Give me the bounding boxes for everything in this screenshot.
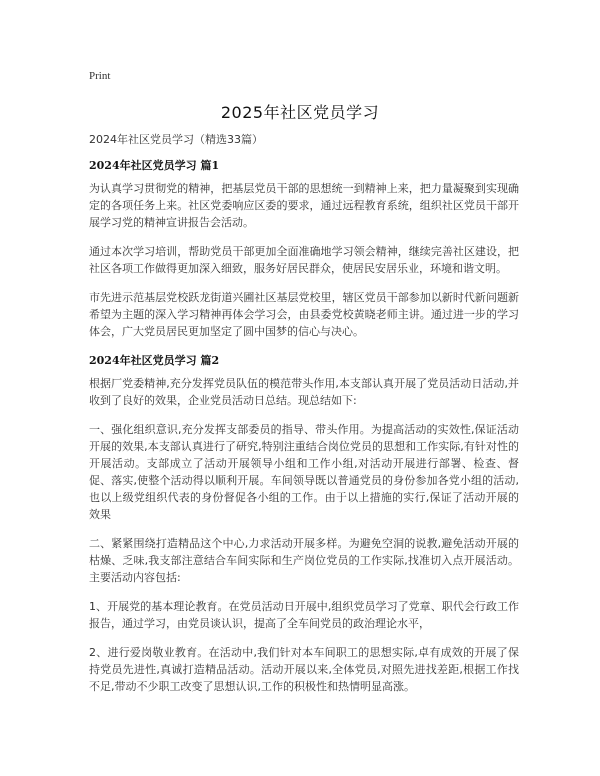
paragraph: 根据厂党委精神,充分发挥党员队伍的模范带头作用,本支部认真开展了党员活动日活动,并收到了良好的效果，企业党员活动日总结。现总结如下: — [89, 377, 519, 407]
paragraph: 市先进示范基层党校跃龙街道兴圃社区基层党校里，辖区党员干部参加以新时代新问题新希望为主题的深入学习精神再体会学习会，由县委党校黄晓老师主讲。通过进一步的学习体会，广大党员居民更加坚定了圆中国梦的信心与决心。 — [89, 291, 519, 338]
paragraph: 2、进行爱岗敬业教育。在活动中,我们针对本车间职工的思想实际,卓有成效的开展了保持党员先进性,真诚打造精品活动。活动开展以来,全体党员,对照先进找差距,根据工作找不足,带动不少职工改变了思想认识,工作的积极性和热情明显高涨。 — [89, 646, 519, 693]
paragraph: 1、开展党的基本理论教育。在党员活动日开展中,组织党员学习了党章、职代会行政工作报告，通过学习，由党员谈认识，提高了全车间党员的政治理论水平， — [89, 600, 519, 630]
section-heading: 2024年社区党员学习 篇2 — [89, 354, 220, 367]
section-2 — [89, 352, 519, 695]
document-subtitle: 2024年社区党员学习（精选33篇） — [89, 133, 263, 146]
paragraph: 二、紧紧围绕打造精品这个中心,力求活动开展多样。为避免空洞的说教,避免活动开展的枯燥、乏味,我支部注意结合车间实际和生产岗位党员的工作实际,找准切入点开展活动。主要活动内容包括: — [89, 537, 519, 584]
paragraph: 通过本次学习培训，帮助党员干部更加全面准确地学习领会精神，继续完善社区建设，把社区各项工作做得更加深入细致，服务好居民群众，使居民安居乐业，环境和谐文明。 — [89, 245, 519, 275]
section-1 — [89, 157, 519, 340]
section-heading: 2024年社区党员学习 篇1 — [89, 159, 220, 172]
paragraph: 一、强化组织意识,充分发挥支部委员的指导、带头作用。为提高活动的实效性,保证活动开展的效果,本支部认真进行了研究,特别注重结合岗位党员的思想和工作实际,有针对性的开展活动。支部成立了活动开展领导小组和工作小组,对活动开展进行部署、检查、督促、落实,使整个活动得以顺利开展。车间领导既以普通党员的身份参加各党小组的活动,也以上级党组织代表的身份督促各小组的工作。由于以上措施的实行,保证了活动开展的效果 — [89, 423, 519, 521]
document-title: 2025年社区党员学习 — [220, 103, 380, 122]
document-body — [89, 131, 519, 707]
print-label: Print — [89, 70, 111, 82]
paragraph: 为认真学习贯彻党的精神，把基层党员干部的思想统一到精神上来，把力量凝聚到实现确定的各项任务上来。社区党委响应区委的要求，通过远程教育系统，组织社区党员干部开展学习党的精神宣讲报告会活动。 — [89, 182, 519, 229]
